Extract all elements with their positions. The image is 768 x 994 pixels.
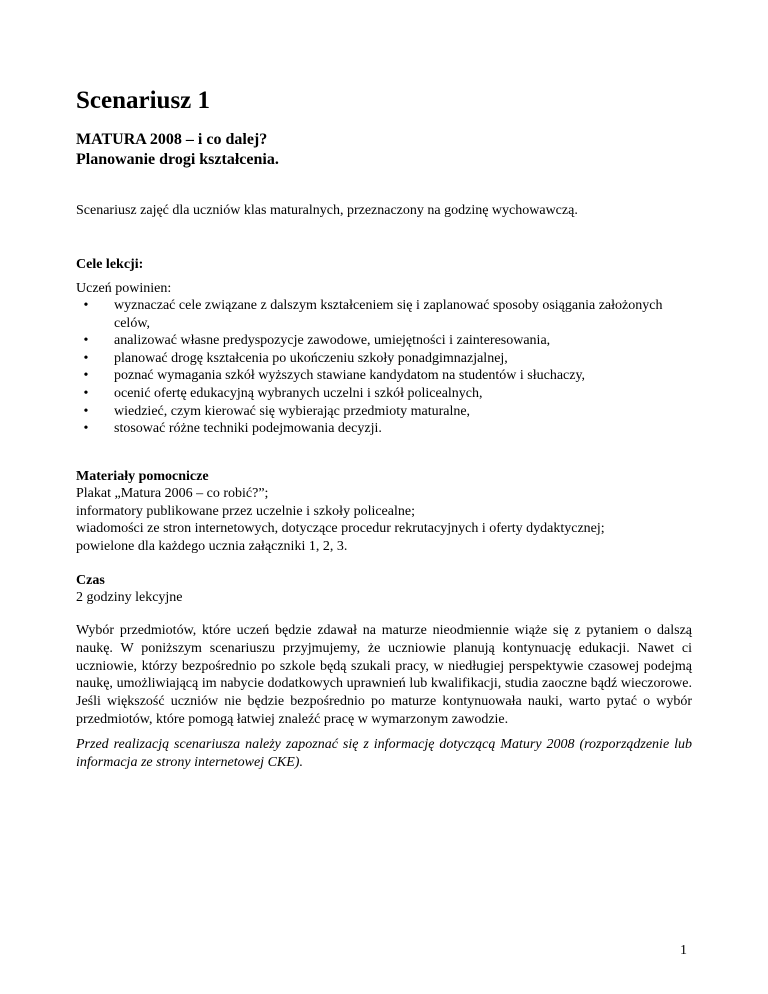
goal-text: analizować własne predyspozycje zawodowe, umiejętności i zainteresowania,	[114, 333, 551, 349]
materials-line: wiadomości ze stron internetowych, dotyczące procedur rekrutacyjnych i oferty dydaktycznej;	[76, 521, 605, 537]
bullet-icon: •	[83, 368, 89, 384]
time-value: 2 godziny lekcyjne	[76, 590, 183, 605]
goal-text: stosować różne techniki podejmowania decyzji.	[114, 421, 382, 437]
time-heading: Czas	[76, 573, 105, 588]
materials-line: Plakat „Matura 2006 – co robić?”;	[76, 486, 269, 501]
bullet-icon: •	[83, 298, 89, 313]
goal-text: planować drogę kształcenia po ukończeniu szkoły ponadgimnazjalnej,	[114, 350, 508, 366]
goal-text: poznać wymagania szkół wyższych stawiane kandydatom na studentów i słuchaczy,	[114, 368, 586, 384]
bullet-icon: •	[83, 333, 89, 349]
subtitle-line-1: MATURA 2008 – i co dalej?	[76, 131, 268, 148]
page-title: Scenariusz 1	[76, 87, 211, 114]
list-item	[76, 297, 692, 332]
list-item	[76, 332, 692, 350]
subtitle-line-2: Planowanie drogi kształcenia.	[76, 151, 279, 168]
materials-heading: Materiały pomocnicze	[76, 469, 209, 484]
list-item	[76, 350, 692, 368]
materials-list	[76, 485, 605, 555]
bullet-icon: •	[83, 385, 89, 401]
goals-heading: Cele lekcji:	[76, 257, 144, 272]
bullet-icon: •	[83, 421, 89, 437]
goal-text: ocenić ofertę edukacyjną wybranych uczelni i szkół policealnych,	[114, 385, 483, 401]
list-item	[76, 367, 692, 385]
materials-line: informatory publikowane przez uczelnie i szkoły policealne;	[76, 503, 415, 519]
goal-text: wiedzieć, czym kierować się wybierając przedmioty maturalne,	[114, 403, 471, 419]
goals-list	[76, 297, 692, 438]
goals-lead: Uczeń powinien:	[76, 281, 172, 296]
italic-note: Przed realizacją scenariusza należy zapoznać się z informację dotyczącą Matury 2008 (rozporządzenie lub informacja ze strony internetowej CKE).	[76, 737, 692, 770]
intro-text: Scenariusz zajęć dla uczniów klas maturalnych, przeznaczony na godzinę wychowawczą.	[76, 203, 578, 218]
bullet-icon: •	[83, 403, 89, 419]
body-paragraph: Wybór przedmiotów, które uczeń będzie zdawał na maturze nieodmiennie wiąże się z pytaniem o dalszą naukę. W poniższym scenariuszu przyjmujemy, że uczniowie planują kontynuację edukacji. Nawet ci uczniowie, którzy bezpośrednio po szkole będą szukali pracy, w niedługiej perspektywie czasowej podejmą naukę, umożliwiającą im nabycie dodatkowych uprawnień lub kwalifikacji, studia zaoczne bądź wieczorowe. Jeśli większość uczniów nie będzie bezpośrednio po maturze kontynuowała nauki, warto pytać o wybór przedmiotów, które pomogą łatwiej znaleźć pracę w wymarzonym zawodzie.	[76, 623, 692, 727]
goal-text: wyznaczać cele związane z dalszym kształceniem się i zaplanować sposoby osiągania założonych celów,	[114, 298, 663, 331]
page-number: 1	[680, 943, 687, 958]
document-subtitle	[76, 130, 279, 170]
list-item	[76, 420, 692, 438]
list-item	[76, 385, 692, 403]
materials-line: powielone dla każdego ucznia załączniki 1, 2, 3.	[76, 538, 348, 554]
list-item	[76, 403, 692, 421]
bullet-icon: •	[83, 350, 89, 366]
